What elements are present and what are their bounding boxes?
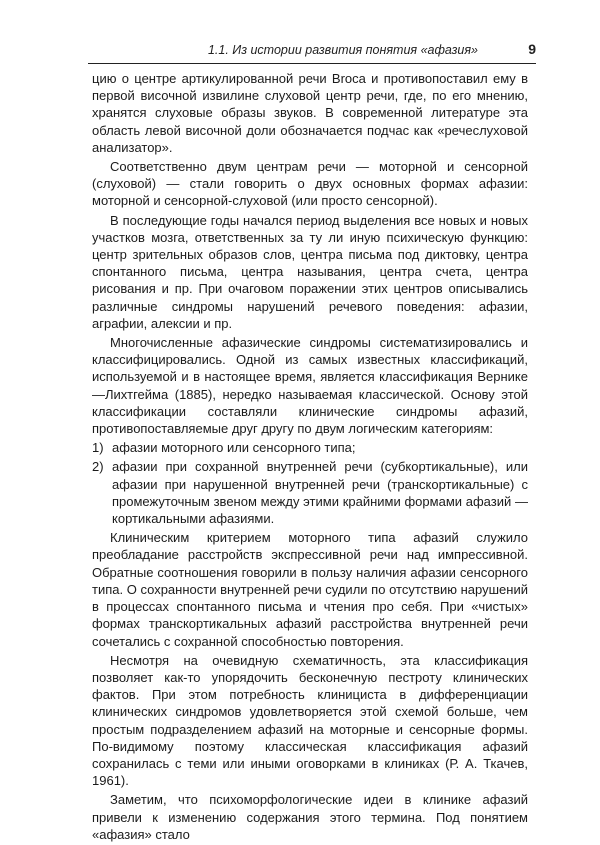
paragraph: Соответственно двум центрам речи — моторной и сенсорной (слуховой) — стали говорить о двух основных формах афазии: моторной и сенсорной-слуховой (или просто сенсорной).: [92, 159, 528, 209]
page-number: 9: [528, 41, 536, 57]
list-item-number: 2): [92, 459, 104, 475]
paragraph-continuation: цию о центре артикулированной речи Broca и противопоставил ему в первой височной извилине слуховой центр речи, где, по его мнению, хранятся слуховые образы звуков. В современной литературе эта область левой височной доли обозначается подчас как «речеслуховой анализатор».: [92, 71, 528, 155]
running-header-title: 1.1. Из истории развития понятия «афазия»: [207, 43, 478, 57]
list-item-text: афазии при сохранной внутренней речи (субкортикальные), или афазии при нарушенной внутренней речи (транскортикальные) с промежуточным звеном между этими крайними формами афазий — кортикальными афазиями.: [112, 459, 528, 527]
list-item-number: 1): [92, 440, 104, 456]
paragraph: Несмотря на очевидную схематичность, эта классификация позволяет как-то упорядочить бесконечную пестроту клинических фактов. При этом потребность клинициста в дифференциации клинических синдромов удовлетворяется этой схемой больше, чем простым подразделением афазий на моторные и сенсорные формы. По-видимому поэтому классическая классификация афазий сохранилась с теми или иными оговорками в клиниках (Р. А. Ткачев, 1961).: [92, 652, 528, 789]
body-text: [92, 70, 528, 845]
paragraph: Заметим, что психоморфологические идеи в клинике афазий привели к изменению содержания этого термина. Под понятием «афазия» стало: [92, 792, 528, 842]
list-item: [92, 439, 528, 456]
paragraph: Клиническим критерием моторного типа афазий служило преобладание расстройств экспрессивной речи над импрессивной. Обратные соотношения говорили в пользу наличия афазии сенсорного типа. О сохранности внутренней речи судили по отсутствию нарушений в процессах спонтанного письма и чтения про себя. При «чистых» формах транскортикальных афазий расстройства внутренней речи сочетались с сохранной способностью повторения.: [92, 530, 528, 649]
list-item: [92, 458, 528, 527]
paragraph: Многочисленные афазические синдромы систематизировались и классифицировались. Одной из самых известных классификаций, используемой и в настоящее время, является классификация Вернике—Лихтгейма (1885), нередко называемая классической. Основу этой классификации составляли клинические синдромы афазий, противопоставляемые друг другу по двум логическим категориям:: [92, 335, 528, 437]
running-header: [88, 41, 536, 64]
numbered-list: [92, 439, 528, 527]
list-item-text: афазии моторного или сенсорного типа;: [112, 440, 356, 456]
paragraph: В последующие годы начался период выделения все новых и новых участков мозга, ответственных за ту ли иную психическую функцию: центр зрительных образов слов, центра письма под диктовку, центра спонтанного письма, центра называния, центра счета, центра рисования и пр. При очаговом поражении этих центров описывались различные синдромы нарушений речевого поведения: афазии, аграфии, алексии и пр.: [92, 212, 528, 331]
